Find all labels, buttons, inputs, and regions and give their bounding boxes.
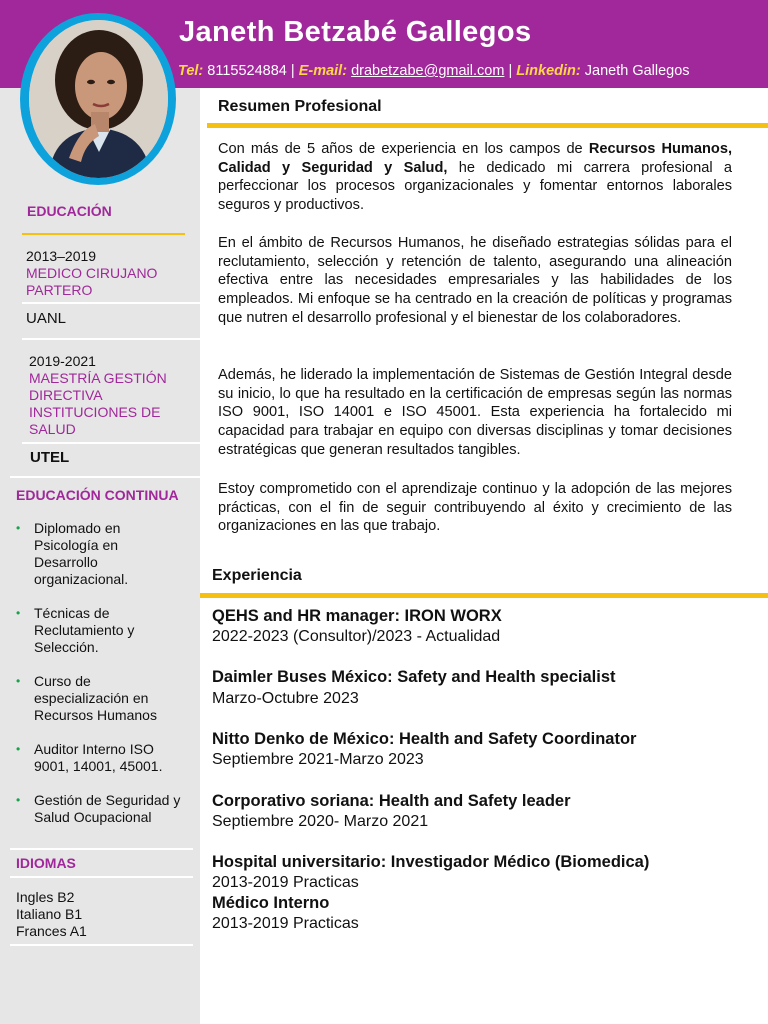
summary-title: Resumen Profesional <box>218 98 382 115</box>
tel-label: Tel: <box>178 63 204 79</box>
bullet-icon: • <box>16 674 21 688</box>
list-item: • Curso de especialización en Recursos Humanos <box>16 673 157 723</box>
job-dates: Septiembre 2021-Marzo 2023 <box>212 751 424 768</box>
education-heading: EDUCACIÓN <box>27 203 112 219</box>
summary-paragraph-4: Estoy comprometido con el aprendizaje continuo y la adopción de las mejores prácticas, con el fin de seguir contribuyendo al éxito y crecimiento de las organizaciones en las que trabajo. <box>218 481 732 535</box>
job-title: QEHS and HR manager: IRON WORX <box>212 607 502 625</box>
bullet-icon: • <box>16 606 21 620</box>
list-item: • Gestión de Seguridad y Salud Ocupacional <box>16 792 181 825</box>
person-name: Janeth Betzabé Gallegos <box>179 16 532 48</box>
summary-paragraph-1: Con más de 5 años de experiencia en los campos de Recursos Humanos, Calidad y Seguridad y Salud, he dedicado mi carrera profesional a perfeccionar los procesos organizacionales y fomentar entornos laborales seguros y productivos. <box>218 141 733 214</box>
bullet-icon: • <box>16 793 21 807</box>
edu-2-bottom-divider <box>10 476 200 478</box>
edu-2-degree-line-4: SALUD <box>29 421 76 437</box>
experience-title: Experiencia <box>212 567 302 584</box>
profile-photo <box>29 20 168 178</box>
job-title: Médico Interno <box>212 894 330 912</box>
experience-rule <box>200 593 768 598</box>
job-dates: 2013-2019 Practicas <box>212 874 359 891</box>
summary-paragraph-3: Además, he liderado la implementación de Sistemas de Gestión Integral desde su inicio, lo que ha resultado en la certificación de empresas según las normas ISO 9001, ISO 14001 e ISO 45001. Esta experiencia ha fortalecido mi capacidad para trabajar en equipo con diversas disciplinas y tomar decisiones estratégicas que generan resultados tangibles. <box>218 367 732 458</box>
language-2: Italiano B1 <box>16 906 83 922</box>
edu-1-years: 2013–2019 <box>26 248 97 264</box>
job-dates: 2013-2019 Practicas <box>212 915 359 932</box>
education-rule <box>22 233 185 235</box>
edu-1-bottom-divider <box>22 338 200 340</box>
linkedin-value: Janeth Gallegos <box>584 63 690 79</box>
edu-1-divider <box>22 302 200 304</box>
job-dates: Septiembre 2020- Marzo 2021 <box>212 813 429 830</box>
bullet-icon: • <box>16 521 21 535</box>
edu-1-degree-line-1: MEDICO CIRUJANO <box>26 265 158 281</box>
language-1: Ingles B2 <box>16 889 75 905</box>
edu-2-degree-line-2: DIRECTIVA <box>29 387 103 403</box>
contact-line <box>178 63 690 79</box>
job-title: Daimler Buses México: Safety and Health specialist <box>212 668 616 686</box>
job-dates: Marzo-Octubre 2023 <box>212 690 359 707</box>
edu-2-school: UTEL <box>30 449 70 466</box>
linkedin-label: Linkedin: <box>516 63 581 79</box>
language-3: Frances A1 <box>16 923 87 939</box>
continuing-heading: EDUCACIÓN CONTINUA <box>16 487 179 503</box>
continuing-list <box>16 520 196 843</box>
job-title: Nitto Denko de México: Health and Safety Coordinator <box>212 730 637 748</box>
languages-bottom-divider <box>10 944 193 946</box>
job-title: Hospital universitario: Investigador Médico (Biomedica) <box>212 853 650 871</box>
list-item: • Diplomado en Psicología en Desarrollo organizacional. <box>16 520 129 587</box>
languages-divider <box>10 876 193 878</box>
edu-1-degree-line-2: PARTERO <box>26 282 93 298</box>
edu-2-years: 2019-2021 <box>29 353 96 369</box>
list-item: • Auditor Interno ISO 9001, 14001, 45001. <box>16 741 163 774</box>
edu-1-school: UANL <box>26 310 67 327</box>
languages-heading: IDIOMAS <box>16 855 76 871</box>
edu-2-degree-line-3: INSTITUCIONES DE <box>29 404 161 420</box>
edu-2-divider <box>22 442 200 444</box>
contact-separator: | <box>508 63 513 79</box>
summary-paragraph-2: En el ámbito de Recursos Humanos, he diseñado estrategias sólidas para el reclutamiento, selección y retención de talento, asegurando una alineación efectiva entre las necesidades empresariales y las habilidades de los empleados. Mi enfoque se ha centrado en la creación de políticas y programas que nutren el desarrollo profesional y el bienestar de los colaboradores. <box>218 235 732 326</box>
languages-top-divider <box>10 848 193 850</box>
edu-2-degree-line-1: MAESTRÍA GESTIÓN <box>29 370 167 386</box>
tel-value: 8115524884 | <box>207 63 295 79</box>
summary-rule <box>207 123 768 128</box>
bullet-icon: • <box>16 742 21 756</box>
email-label: E-mail: <box>298 63 348 79</box>
email-link[interactable]: drabetzabe@gmail.com <box>351 63 505 79</box>
job-dates: 2022-2023 (Consultor)/2023 - Actualidad <box>212 628 501 645</box>
job-title: Corporativo soriana: Health and Safety leader <box>212 792 571 810</box>
list-item: • Técnicas de Reclutamiento y Selección. <box>16 605 135 655</box>
